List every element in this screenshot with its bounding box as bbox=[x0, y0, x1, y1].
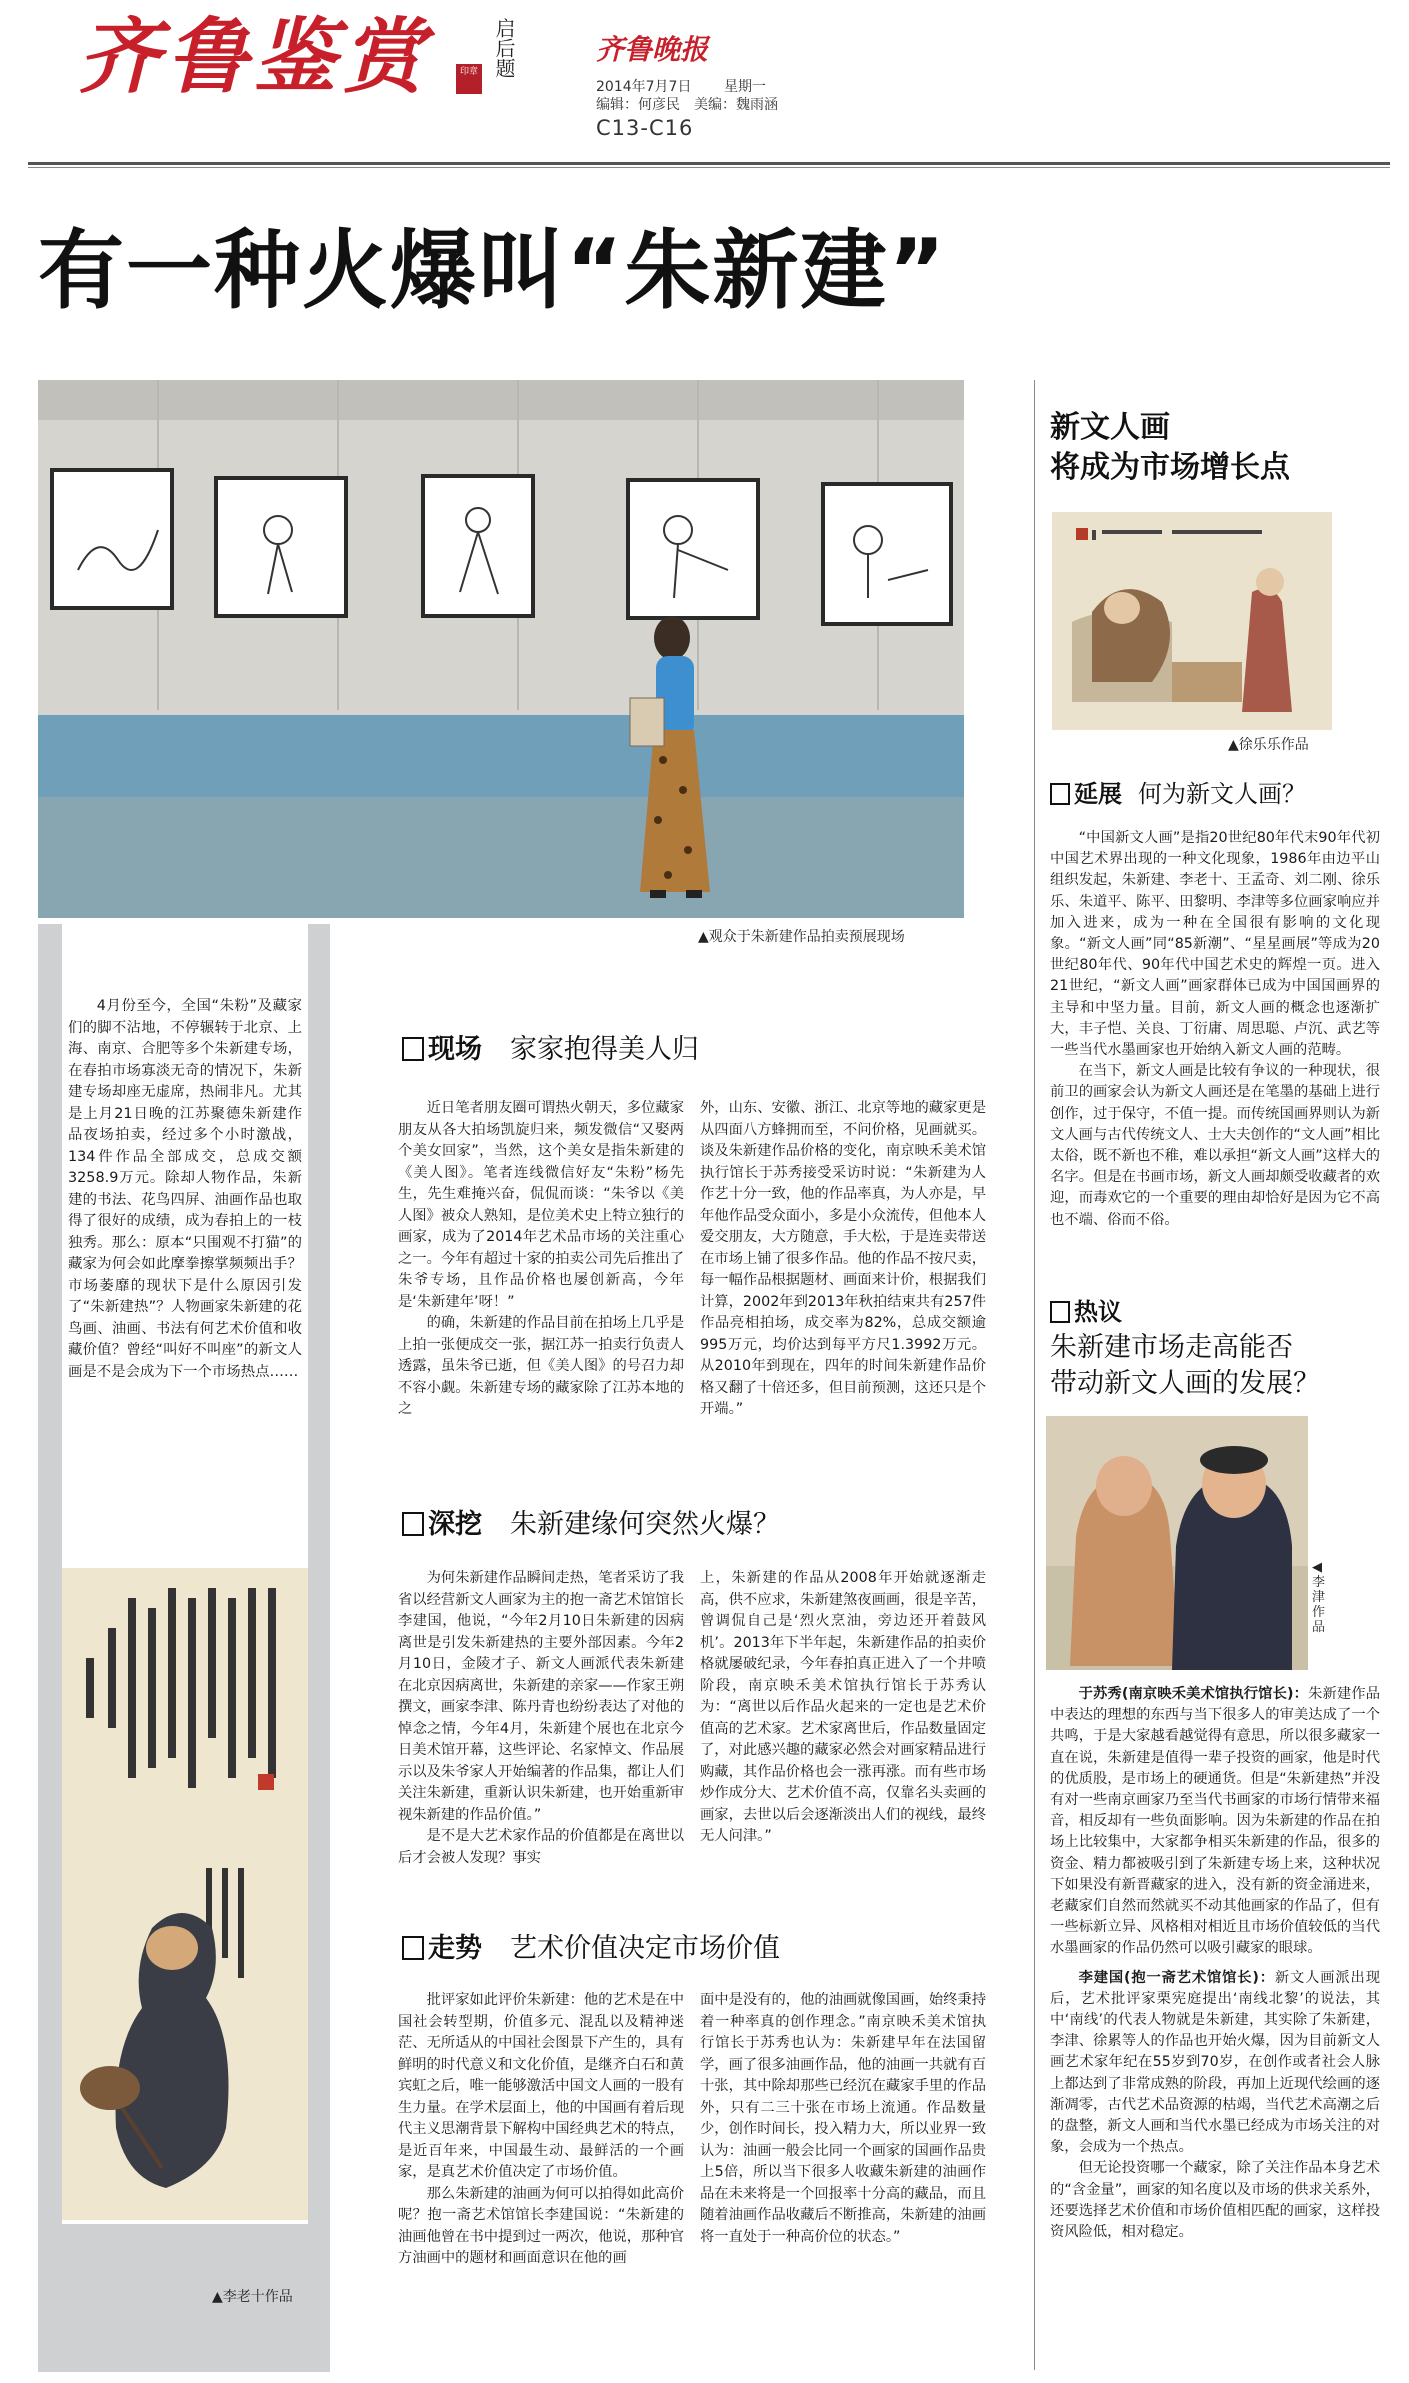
li-laoshi-painting bbox=[62, 1568, 308, 2220]
masthead-rule-thin bbox=[28, 167, 1390, 168]
section-square-icon bbox=[402, 1037, 424, 1061]
quote-closing: 但无论投资哪一个藏家，除了关注作品本身艺术的“含金量”，画家的知名度以及市场的供求关系外，还要选择艺术价值和市场价值相匹配的画家，这样投资风险低，相对稳定。 bbox=[1050, 2160, 1380, 2241]
section-square-icon bbox=[1050, 1301, 1070, 1323]
seal-stamp: 印章 bbox=[456, 64, 482, 94]
page-range: C13-C16 bbox=[596, 116, 694, 140]
yanzhan-para-1: “中国新文人画”是指20世纪80年代末90年代初中国艺术界出现的一种文化现象，1986年由边平山组织发起，朱新建、李老十、王孟奇、刘二刚、徐乐乐、朱道平、陈平、田黎明、李津等多位画家响应并加入进来，成为一种在全国很有影响的文化现象。“新文人画”同“85新潮”、“星星画展”等成为20世纪80年代、90年代中国艺术史的辉煌一页。进入21世纪，“新文人画”画家群体已成为中国国画界的主导和中坚力量。目前，新文人画的概念也逐渐扩大，丰子恺、关良、丁衍庸、周思聪、卢沉、武艺等一些当代水墨画家也开始纳入新文人画的范畴。 bbox=[1050, 830, 1380, 1059]
xu-lele-painting-illustration bbox=[1052, 512, 1332, 730]
zoushi-para-1: 批评家如此评价朱新建：他的艺术是在中国社会转型期，价值多元、混乱以及精神迷茫、无所适从的中国社会图景下产生的，具有鲜明的时代意义和文化价值，是继齐白石和黄宾虹之后，唯一能够激活中国文人画的一股有生力量。在学术层面上，他的中国画有着后现代主义思潮背景下解构中国经典艺术的特点，是近百年来，中国最生动、最鲜活的一个画家，是真艺术价值决定了市场价值。 bbox=[398, 1992, 684, 2180]
section-tag: 热议 bbox=[1074, 1298, 1122, 1326]
section-title: 家家抱得美人归 bbox=[510, 1034, 699, 1065]
exhibition-photo-illustration bbox=[38, 380, 964, 918]
xu-lele-caption: ▲徐乐乐作品 bbox=[1228, 737, 1309, 753]
quote-speaker: 李建国(抱一斋艺术馆馆长)： bbox=[1078, 1969, 1275, 1986]
shenwa-para-1: 为何朱新建作品瞬间走热，笔者采访了我省以经营新文人画家为主的抱一斋艺术馆馆长李建国，他说，“今年2月10日朱新建的因病离世是引发朱新建热的主要外部因素。今年2月10日，金陵才子、新文人画派代表朱新建在北京因病离世，朱新建的亲家——作家王朔撰文，画家李津、陈丹青也纷纷表达了对他的悼念之情，今年4月，朱新建个展也在北京今日美术馆开幕，这些评论、名家悼文、作品展示以及朱爷家人开始编著的作品集，都让人们关注朱新建，重新认识朱新建，也开始重新审视朱新建的作品价值。” bbox=[398, 1570, 684, 1823]
shenwa-col1 bbox=[398, 1568, 684, 1869]
li-jin-caption: ◀李津作品 bbox=[1312, 1560, 1326, 1635]
right-subhead-reyi bbox=[1050, 1292, 1138, 1327]
section-title: 艺术价值决定市场价值 bbox=[510, 1933, 780, 1964]
shenwa-para-2: 是不是大艺术家作品的价值都是在离世以后才会被人发现？事实 bbox=[398, 1828, 684, 1866]
quote-speaker: 于苏秀(南京映禾美术馆执行馆长)： bbox=[1078, 1686, 1309, 1702]
li-laoshi-painting-illustration bbox=[62, 1568, 308, 2220]
column-divider bbox=[1034, 380, 1035, 2370]
yanzhan-para-2: 在当下，新文人画是比较有争议的一种现状，很前卫的画家会认为新文人画还是在笔墨的基础上进行创作，过于保守，不值一提。而传统国画界则认为新文人画与古代传统文人、士大夫创作的“文人画”相比太俗，既不新也不稚，难以承担“新文人画”这样大的名字。但是在书画市场，新文人画却颇受收藏者的欢迎，而毒欢它的一个重要的理由却恰好是因为它不高也不端、俗而不俗。 bbox=[1050, 1063, 1380, 1228]
section-tag: 现场 bbox=[428, 1034, 482, 1065]
xianchang-col1 bbox=[398, 1098, 684, 1421]
reyi-quotes bbox=[1050, 1684, 1380, 2243]
page-headline: 有一种火爆叫“朱新建” bbox=[38, 221, 948, 321]
li-jin-painting bbox=[1046, 1416, 1308, 1670]
right-heading-line1: 新文人画 bbox=[1050, 410, 1170, 445]
xianchang-para-1: 近日笔者朋友圈可谓热火朝天，多位藏家朋友从各大拍场凯旋归来，频发微信“又娶两个美女回家”，当然，这个美女是指朱新建的《美人图》。笔者连线微信好友“朱粉”杨先生，先生难掩兴奋，侃侃而谈：“朱爷以《美人图》被众人熟知，是位美术史上特立独行的画家，成为了2014年艺术品市场的关注重心之一。今年有超过十家的拍卖公司先后推出了朱爷专场，且作品价格也屡创新高，今年是‘朱新建年’呀！” bbox=[398, 1100, 684, 1310]
section-tag: 深挖 bbox=[428, 1509, 482, 1540]
reyi-question-line1: 朱新建市场走高能否 bbox=[1050, 1332, 1293, 1363]
shenwa-para-3: 上，朱新建的作品从2008年开始就逐渐走高，供不应求，朱新建煞夜画画，很是辛苦，曾调侃自己是‘烈火烹油，旁边还开着鼓风机’。2013年下半年起，朱新建作品的拍卖价格就屡破纪录，今年春拍真正进入了一个井喷阶段，南京映禾美术馆执行馆长于苏秀认为：“离世以后作品火起来的一定也是艺术价值高的艺术家。艺术家离世后，作品数量固定了，对此感兴趣的藏家必然会对画家精品进行购藏，其作品价格也会一涨再涨。而有些市场炒作成分大、艺术价值不高，仅靠名头卖画的画家，去世以后会逐渐淡出人们的视线，最终无人问津。” bbox=[700, 1570, 986, 1844]
exhibition-photo bbox=[38, 380, 964, 918]
zoushi-para-3: 面中是没有的，他的油画就像国画，始终秉持着一种率真的创作理念。”南京映禾美术馆执行馆长于苏秀也认为：朱新建早年在法国留学，画了很多油画作品，他的油画一共就有百十张，其中除却那些已经沉在藏家手里的作品外，只有二三十张在市场上流通。作品数量少，创作时间长，投入精力大，所以业界一致认为：油画一般会比同一个画家的国画作品贵上5倍，所以当下很多人收藏朱新建的油画作品在未来将是一个回报率十分高的藏品，而且随着油画作品收藏后不断推高，朱新建的油画将一直处于一种高价位的状态。” bbox=[700, 1992, 986, 2245]
editor-credit: 编辑：何彦民 美编：魏雨涵 bbox=[596, 97, 778, 113]
section-header-zoushi bbox=[402, 1926, 780, 1965]
zoushi-col2 bbox=[700, 1990, 986, 2248]
section-square-icon bbox=[402, 1512, 424, 1536]
section-tag: 延展 bbox=[1074, 780, 1122, 808]
quote-text: 朱新建作品中表达的理想的东西与当下很多人的审美达成了一个共鸣，于是大家越看越觉得有意思，所以很多藏家一直在说，朱新建是值得一辈子投资的画家，他是时代的优质股，是市场上的硬通货。但是“朱新建热”并没有对一些南京画家乃至当代书画家的市场行情带来福音，相反却有一些负面影响。因为朱新建的作品在拍场上比较集中，大家都争相买朱新建的作品，很多的资金、精力都被吸引到了朱新建专场上来，这种状况下如果没有新晋藏家的进入，没有新的资金涌进来，老藏家们自然而然就买不动其他画家的作品了，但有一些标新立异、风格相对相近且市场价值较低的当代水墨画家的作品仍然可以吸引藏家的眼球。 bbox=[1050, 1686, 1381, 1957]
yanzhan-text bbox=[1050, 828, 1380, 1231]
xianchang-para-3: 外，山东、安徽、浙江、北京等地的藏家更是从四面八方蜂拥而至，不问价格，见画就买。谈及朱新建作品价格的变化，南京映禾美术馆执行馆长于苏秀接受采访时说：“朱新建为人作艺十分一致，他的作品率真，为人亦是，早年他作品受众面小，多是小众流传，但他本人爱交朋友，大方随意，手大松，于是连卖带送在市场上铺了很多作品。他的作品不按尺卖，每一幅作品根据题材、画面来计价，根据我们计算，2002年到2013年秋拍结束共有257件作品亮相拍场，成交率为82%，总成交额逾995万元，均价达到每平方尺1.3992万元。从2010年到现在，四年的时间朱新建作品价格又翻了十倍还多，但目前预测，这还只是个开端。” bbox=[700, 1100, 986, 1417]
quote-text: 新文人画派出现后，艺术批评家栗宪庭提出‘南线北黎’的说法，其中‘南线’的代表人物就是朱新建，其实除了朱新建，李津、徐累等人的作品也开始火爆，因为目前新文人画艺术家年纪在55岁到70岁，在创作或者社会人脉上都达到了非常成熟的阶段，再加上近现代绘画的逐渐凋零，古代艺术品资源的枯竭，当代艺术高潮之后的盘整，新文人画和当代水墨已经成为市场关注的对象，会成为一个热点。 bbox=[1050, 1969, 1380, 2156]
masthead-logo: 齐鲁鉴赏 bbox=[78, 9, 430, 105]
intro-text bbox=[68, 996, 302, 1383]
right-heading-line2: 将成为市场增长点 bbox=[1050, 450, 1290, 485]
section-square-icon bbox=[402, 1936, 424, 1960]
section-square-icon bbox=[1050, 783, 1070, 805]
intro-paragraph: 4月份至今，全国“朱粉”及藏家们的脚不沾地，不停辗转于北京、上海、南京、合肥等多个朱新建专场，在春拍市场寡淡无奇的情况下，朱新建专场却座无虚席，热闹非凡。尤其是上月21日晚的江苏聚德朱新建作品夜场拍卖，经过多个小时激战，134件作品全部成交，总成交额3258.9万元。除却人物作品，朱新建的书法、花鸟四屏、油画作品也取得了很好的成绩，成为春拍上的一枝独秀。那么：原本“只围观不打猫”的藏家为何会如此摩拳擦掌频频出手？市场萎靡的现状下是什么原因引发了“朱新建热”？人物画家朱新建的花鸟画、油画、书法有何艺术价值和收藏价值？曾经“叫好不叫座”的新文人画是不是会成为下一个市场热点…… bbox=[68, 998, 302, 1380]
xianchang-col2 bbox=[700, 1098, 986, 1421]
reyi-question-line2: 带动新文人画的发展？ bbox=[1050, 1368, 1320, 1399]
issue-weekday: 星期一 bbox=[724, 79, 766, 95]
right-subhead-yanzhan bbox=[1050, 774, 1306, 809]
shenwa-col2 bbox=[700, 1568, 986, 1848]
section-title: 何为新文人画？ bbox=[1138, 780, 1306, 808]
newspaper-name: 齐鲁晚报 bbox=[596, 33, 709, 66]
zoushi-para-2: 那么朱新建的油画为何可以拍得如此高价呢？抱一斋艺术馆馆长李建国说：“朱新建的油画他曾在书中提到过一两次，他说，那种官方油画中的题材和画面意识在他的画 bbox=[398, 2185, 684, 2266]
masthead-rule bbox=[28, 162, 1390, 165]
li-painting-caption: ▲李老十作品 bbox=[212, 2289, 293, 2305]
section-title: 朱新建缘何突然火爆？ bbox=[510, 1509, 780, 1540]
li-jin-painting-illustration bbox=[1046, 1416, 1308, 1670]
issue-date: 2014年7月7日 bbox=[596, 79, 692, 95]
section-header-xianchang bbox=[402, 1027, 699, 1066]
xianchang-para-2: 的确，朱新建的作品目前在拍场上几乎是上拍一张便成交一张，据江苏一拍卖行负责人透露，虽朱爷已逝，但《美人图》的号召力却不容小觑。朱新建专场的藏家除了江苏本地的之 bbox=[398, 1315, 684, 1417]
zoushi-col1 bbox=[398, 1990, 684, 2270]
main-photo-caption: ▲观众于朱新建作品拍卖预展现场 bbox=[698, 929, 905, 945]
section-header-shenwa bbox=[402, 1502, 780, 1541]
calligraphy-signature: 启后题 bbox=[492, 18, 516, 78]
xu-lele-painting bbox=[1052, 512, 1332, 730]
section-tag: 走势 bbox=[428, 1933, 482, 1964]
